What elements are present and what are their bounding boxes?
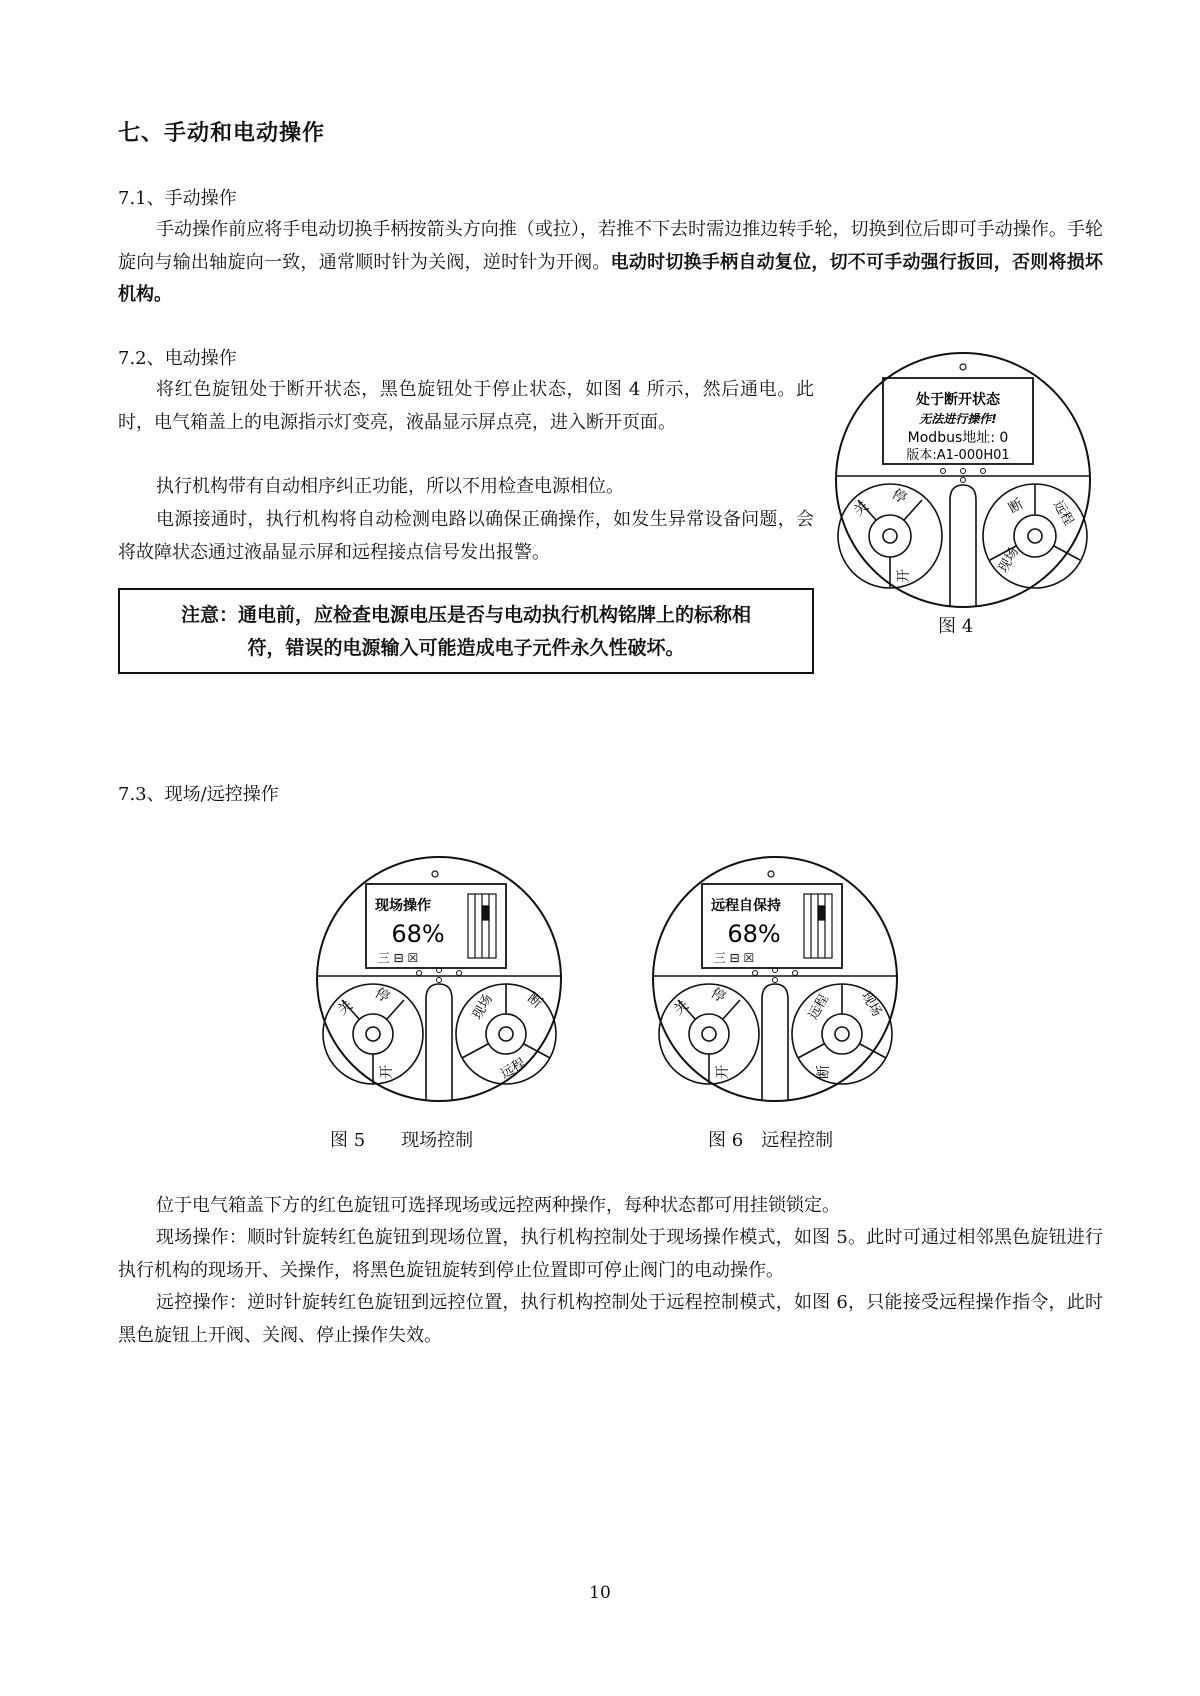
page-number: 10 xyxy=(589,1583,611,1603)
fig4-lcd-line4: 版本:A1-000H01 xyxy=(906,448,1010,463)
fig6-level-bar xyxy=(804,894,832,958)
fig6-caption-number: 图 6 xyxy=(708,1130,744,1151)
fig6-caption-text: 远程控制 xyxy=(761,1130,834,1151)
figure-4-caption: 图 4 xyxy=(938,616,974,637)
manual-op-warning: 电动时切换手柄自动复位，切不可手动强行扳回，否则将损坏机构。 xyxy=(118,251,1103,305)
figure-5-caption xyxy=(330,1126,473,1152)
figure-6-panel xyxy=(646,854,904,1104)
fig5-lcd-value: 68% xyxy=(391,920,445,948)
fig5-caption-number: 图 5 xyxy=(330,1130,366,1151)
fig4-lcd-line3: Modbus地址: 0 xyxy=(907,430,1009,446)
fig4-lcd-line2: 无法进行操作! xyxy=(919,412,997,426)
electric-op-p3: 电源接通时，执行机构将自动检测电路以确保正确操作，如发生异常设备问题，会将故障状态通过液晶显示屏和远程接点信号发出报警。 xyxy=(118,509,814,563)
figure-4-panel xyxy=(822,350,1104,608)
fig5-lcd-icons: 三 ⊟ ☒ xyxy=(377,951,419,965)
fig5-knob-close: 关 xyxy=(334,997,356,1019)
subsection-7-1-title: 7.1、手动操作 xyxy=(118,188,237,209)
section-heading: 七、手动和电动操作 xyxy=(118,120,326,146)
manual-op-text: 手动操作前应将手电动切换手柄按箭头方向推（或拉），若推不下去时需边推边转手轮，切换到位后即可手动操作。手轮旋向与输出轴旋向一致，通常顺时针为关阀，逆时针为开阀。 xyxy=(118,219,1103,273)
fig5-knob-open: 开 xyxy=(379,1065,395,1079)
fig5-knob-remote: 远程 xyxy=(498,1055,529,1082)
fig5-knob-stop: 停 xyxy=(371,985,393,1006)
electric-op-p2: 执行机构带有自动相序纠正功能，所以不用检查电源相位。 xyxy=(156,476,624,497)
fig6-knob-off: 断 xyxy=(816,1065,832,1079)
fig4-lcd-line1: 处于断开状态 xyxy=(916,392,1000,408)
remote-local-p1: 位于电气箱盖下方的红色旋钮可选择现场或远控两种操作，每种状态都可用挂锁锁定。 xyxy=(156,1195,840,1216)
fig5-lcd-title: 现场操作 xyxy=(375,898,431,914)
warning-line-2: 符，错误的电源输入可能造成电子元件永久性破坏。 xyxy=(247,637,685,659)
fig4-knob-local: 现场 xyxy=(995,545,1022,576)
fig4-knob-remote: 远程 xyxy=(1050,498,1077,529)
fig6-lcd-title: 远程自保持 xyxy=(711,898,781,914)
fig4-red-knob xyxy=(983,484,1087,588)
warning-box xyxy=(118,588,814,674)
fig5-level-bar xyxy=(468,894,496,958)
remote-local-p2: 现场操作：顺时针旋转红色旋钮到现场位置，执行机构控制处于现场操作模式，如图 5。此时可通过相邻黑色旋钮进行执行机构的现场开、关操作，将黑色旋钮旋转到停止位置即可停止阀门的电动操作。 xyxy=(118,1227,1103,1281)
fig6-knob-open: 开 xyxy=(715,1065,731,1079)
fig4-knob-open: 开 xyxy=(896,569,912,583)
fig5-knob-local: 现场 xyxy=(469,992,496,1023)
fig6-lcd-icons: 三 ⊟ ☒ xyxy=(713,951,755,965)
fig4-knob-close: 关 xyxy=(850,498,872,520)
remote-local-p3: 远控操作：逆时针旋转红色旋钮到远控位置，执行机构控制处于远程控制模式，如图 6，只能接受远程操作指令，此时黑色旋钮上开阀、关阀、停止操作失效。 xyxy=(118,1292,1103,1346)
fig6-knob-remote: 远程 xyxy=(805,992,832,1023)
subsection-7-1-paragraph xyxy=(118,214,1103,312)
fig6-lcd-value: 68% xyxy=(727,920,781,948)
figure-5-panel xyxy=(310,854,568,1104)
fig6-knob-close: 关 xyxy=(670,997,692,1019)
warning-line-1: 注意：通电前，应检查电源电压是否与电动执行机构铭牌上的标称相 xyxy=(180,604,751,626)
fig6-knob-stop: 停 xyxy=(707,985,729,1006)
fig4-knob-off: 断 xyxy=(1005,496,1027,517)
fig5-caption-text: 现场控制 xyxy=(401,1130,474,1151)
electric-op-p1: 将红色旋钮处于断开状态，黑色旋钮处于停止状态，如图 4 所示，然后通电。此时，电气箱盖上的电源指示灯变亮，液晶显示屏点亮，进入断开页面。 xyxy=(118,379,814,433)
subsection-7-3-title: 7.3、现场/远控操作 xyxy=(118,784,279,805)
subsection-7-2-title: 7.2、电动操作 xyxy=(118,348,237,369)
figure-6-caption xyxy=(708,1126,833,1152)
fig4-knob-stop: 停 xyxy=(888,486,910,507)
fig6-knob-local: 现场 xyxy=(858,989,885,1020)
fig5-knob-off: 断 xyxy=(524,990,546,1012)
